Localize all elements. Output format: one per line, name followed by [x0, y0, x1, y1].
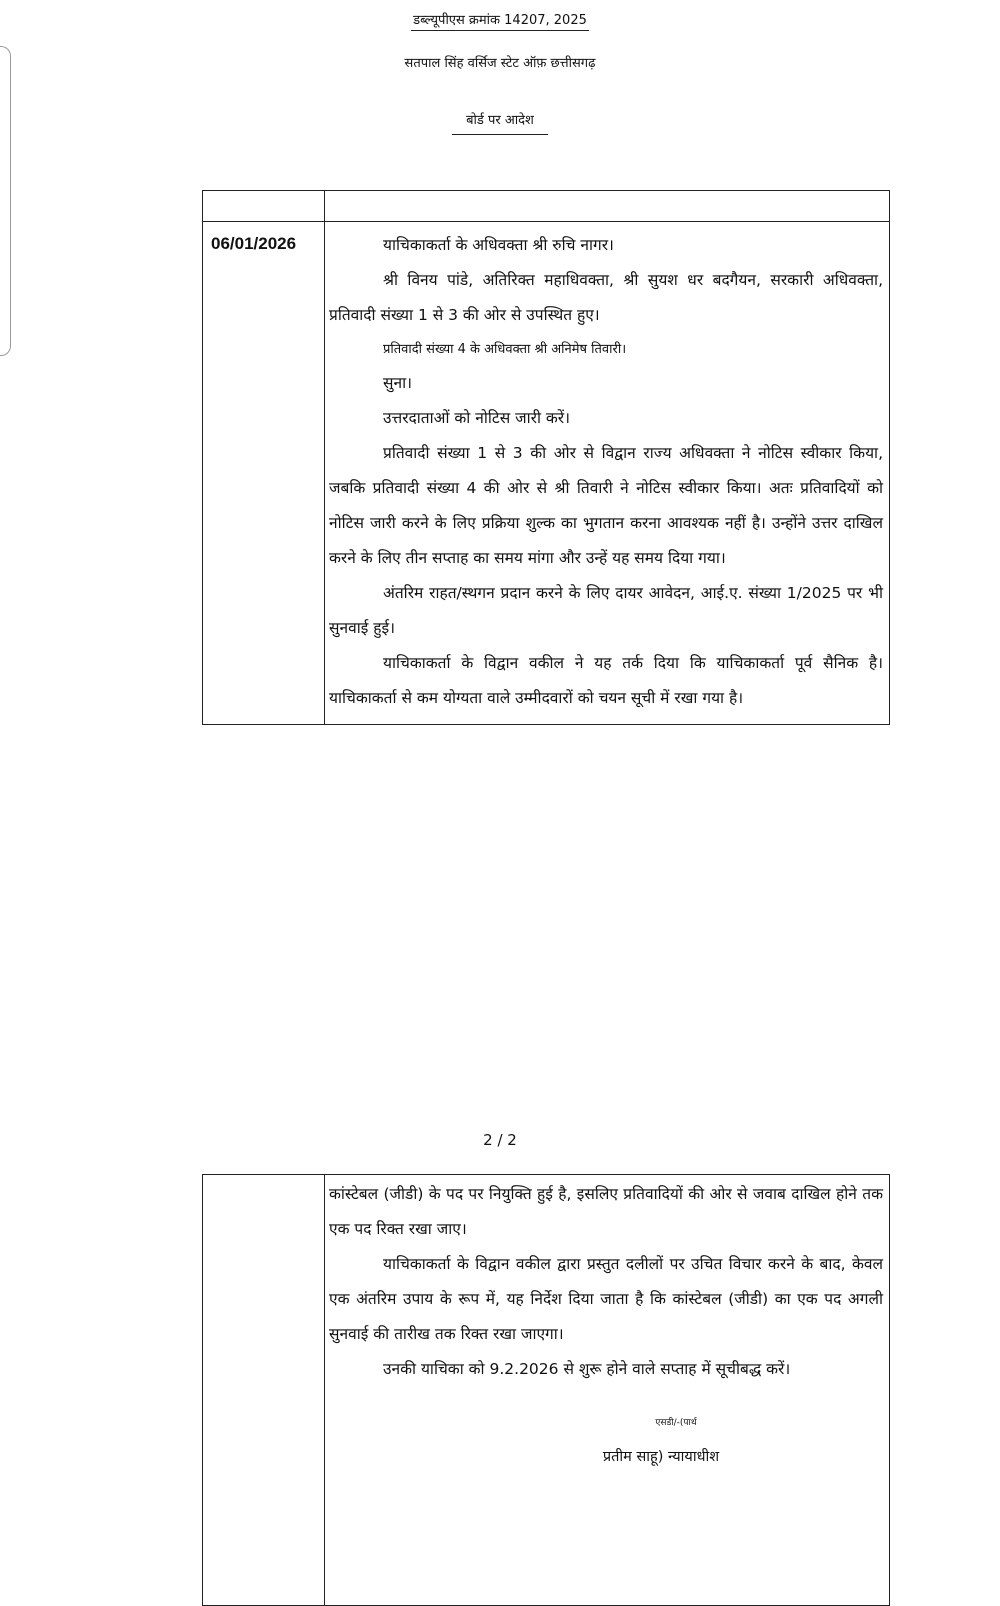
table-header-row	[203, 191, 890, 222]
order-title: बोर्ड पर आदेश	[0, 110, 1000, 128]
order-paragraph: उनकी याचिका को 9.2.2026 से शुरू होने वाले सप्ताह में सूचीबद्ध करें।	[383, 1360, 791, 1378]
order-date: 06/01/2026	[203, 222, 325, 725]
order-body-continued	[325, 1175, 890, 1606]
order-paragraph: याचिकाकर्ता के विद्वान वकील द्वारा प्रस्तुत दलीलों पर उचित विचार करने के बाद, केवल एक अंतरिम उपाय के रूप में, यह निर्देश दिया जाता है कि कांस्टेबल (जीडी) का एक पद अगली सुनवाई की तारीख तक रिक्त रखा जाएगा।	[329, 1255, 883, 1343]
order-paragraph: याचिकाकर्ता के विद्वान वकील ने यह तर्क दिया कि याचिकाकर्ता पूर्व सैनिक है। याचिकाकर्ता से कम योग्यता वाले उम्मीदवारों को चयन सूची में रखा गया है।	[329, 654, 883, 707]
page-number: 2 / 2	[483, 1131, 517, 1149]
order-paragraph: उत्तरदाताओं को नोटिस जारी करें।	[383, 409, 571, 427]
order-table	[202, 190, 890, 725]
case-number: डब्ल्यूपीएस क्रमांक 14207, 2025	[0, 10, 1000, 28]
order-body	[325, 222, 890, 725]
signature-initials: एसडी/-(पार्थ	[655, 1418, 697, 1428]
order-table-continued	[202, 1174, 890, 1606]
case-parties: सतपाल सिंह वर्सिज स्टेट ऑफ़ छत्तीसगढ़	[404, 56, 596, 71]
order-paragraph: श्री विनय पांडे, अतिरिक्त महाधिवक्ता, श्री सुयश धर बदगैयन, सरकारी अधिवक्ता, प्रतिवादी संख्या 1 से 3 की ओर से उपस्थित हुए।	[329, 271, 883, 324]
order-paragraph: प्रतिवादी संख्या 4 के अधिवक्ता श्री अनिमेष तिवारी।	[383, 342, 627, 357]
table-row	[203, 1175, 890, 1606]
order-paragraph: सुना।	[383, 374, 412, 392]
judge-signature: प्रतीम साहू) न्यायाधीश	[602, 1449, 720, 1465]
order-paragraph: प्रतिवादी संख्या 1 से 3 की ओर से विद्वान राज्य अधिवक्ता ने नोटिस स्वीकार किया, जबकि प्रतिवादी संख्या 4 की ओर से श्री तिवारी ने नोटिस स्वीकार किया। अतः प्रतिवादियों को नोटिस जारी करने के लिए प्रक्रिया शुल्क का भुगतान करना आवश्यक नहीं है। उन्होंने उत्तर दाखिल करने के लिए तीन सप्ताह का समय मांगा और उन्हें यह समय दिया गया।	[329, 444, 883, 567]
order-paragraph: अंतरिम राहत/स्थगन प्रदान करने के लिए दायर आवेदन, आई.ए. संख्या 1/2025 पर भी सुनवाई हुई।	[329, 584, 883, 637]
table-row	[203, 222, 890, 725]
order-paragraph: कांस्टेबल (जीडी) के पद पर नियुक्ति हुई है, इसलिए प्रतिवादियों की ओर से जवाब दाखिल होने तक एक पद रिक्त रखा जाए।	[329, 1185, 883, 1238]
side-edge-tab[interactable]	[0, 46, 11, 356]
order-paragraph: याचिकाकर्ता के अधिवक्ता श्री रुचि नागर।	[383, 236, 614, 254]
